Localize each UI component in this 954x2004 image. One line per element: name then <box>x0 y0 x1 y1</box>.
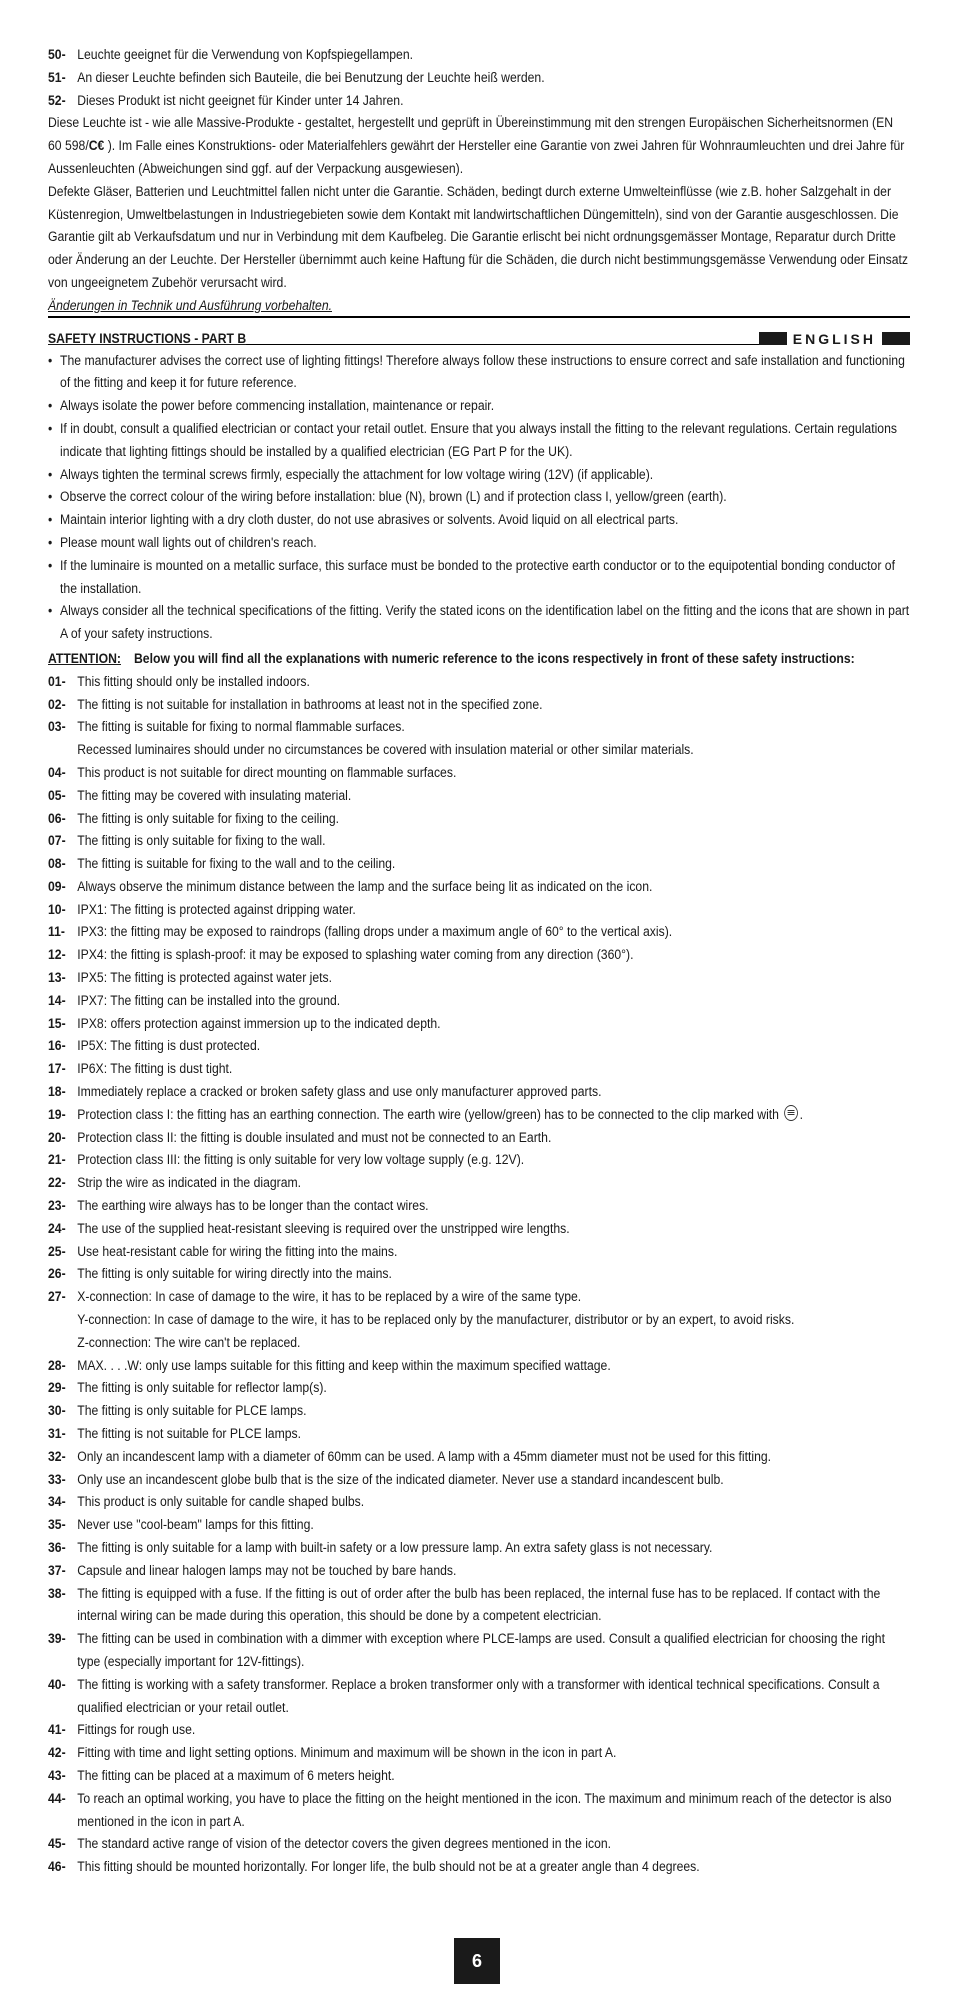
bullet-text: The manufacturer advises the correct use of lighting fittings! Therefore always follow these instructions to ensure correct and safe installation and functioning of the fitting and keep it for future reference. <box>60 352 905 392</box>
list-item <box>48 1423 910 1446</box>
list-item <box>48 1469 910 1492</box>
item-text: IPX3: the fitting may be exposed to raindrops (falling drops under a maximum angle of 60° to the vertical axis). <box>77 924 673 941</box>
item-text: This fitting should only be installed indoors. <box>77 673 310 690</box>
item-text: Use heat-resistant cable for wiring the fitting into the mains. <box>77 1243 398 1260</box>
attention-text: Below you will find all the explanations with numeric reference to the icons respectively in front of these safety instructions: <box>134 650 855 667</box>
item-number: 10- <box>48 901 66 918</box>
item-number: 36- <box>48 1540 66 1556</box>
item-text: The fitting is only suitable for a lamp with built-in safety or a low pressure lamp. An extra safety glass is not necessary. <box>77 1540 713 1556</box>
list-item <box>48 1400 910 1423</box>
item-number: 11- <box>48 924 65 941</box>
bullet-icon: • <box>48 352 53 369</box>
item-number: 04- <box>48 764 66 781</box>
item-text: The fitting is not suitable for PLCE lamps. <box>77 1426 302 1443</box>
list-item <box>48 671 910 694</box>
item-number: 32- <box>48 1448 66 1465</box>
list-item <box>48 808 910 831</box>
item-number: 44- <box>48 1790 66 1807</box>
section-title: SAFETY INSTRUCTIONS - PART B <box>48 330 247 347</box>
item-text: The fitting is suitable for fixing to the wall and to the ceiling. <box>77 856 396 873</box>
item-number: 27- <box>48 1289 66 1306</box>
item-number: 43- <box>48 1767 66 1784</box>
list-item <box>48 67 910 90</box>
item-text: This fitting should be mounted horizontally. For longer life, the bulb should not be at a greater angle than 4 degrees. <box>77 1859 700 1876</box>
item-text: Fittings for rough use. <box>77 1722 196 1739</box>
item-number: 02- <box>48 696 66 713</box>
item-continuation: Recessed luminaires should under no circumstances be covered with insulation material or other similar materials. <box>77 742 694 759</box>
item-text: To reach an optimal working, you have to place the fitting on the height mentioned in the icon. The maximum and minimum reach of the detector is also mentioned in the icon in part A. <box>77 1790 892 1830</box>
list-item <box>48 876 910 899</box>
list-item <box>48 1719 910 1742</box>
list-item <box>48 716 910 762</box>
item-text: IPX4: the fitting is splash-proof: it may be exposed to splashing water coming from any direction (360°). <box>77 947 634 964</box>
bullet-text: Always consider all the technical specifications of the fitting. Verify the stated icons on the identification label on the fitting and the icons that are shown in part A of your safety instructions. <box>60 603 910 643</box>
language-tag <box>759 331 910 347</box>
list-item <box>48 785 910 808</box>
list-item <box>48 1491 910 1514</box>
list-item <box>48 1583 910 1629</box>
item-text: IP6X: The fitting is dust tight. <box>77 1061 233 1078</box>
item-text: The use of the supplied heat-resistant sleeving is required over the unstripped wire lengths. <box>77 1220 570 1237</box>
item-text: Protection class I: the fitting has an earthing connection. The earth wire (yellow/green) has to be connected to the clip marked with . <box>77 1106 803 1123</box>
english-icon-explanations <box>48 671 910 1879</box>
item-text: The fitting is suitable for fixing to normal flammable surfaces. Recessed luminaires should under no circumstances be covered with insulation material or other similar materials. <box>77 716 909 762</box>
list-item <box>48 1788 910 1834</box>
item-text: The standard active range of vision of the detector covers the given degrees mentioned in the icon. <box>77 1836 612 1853</box>
item-continuation: Y-connection: In case of damage to the wire, it has to be replaced only by the manufacturer, distributor or by an expert, to avoid risks. <box>77 1312 795 1329</box>
item-number: 13- <box>48 970 66 987</box>
item-number: 01- <box>48 673 66 690</box>
list-item <box>48 990 910 1013</box>
item-text: MAX. . . .W: only use lamps suitable for this fitting and keep within the maximum specified wattage. <box>77 1357 611 1374</box>
item-number: 08- <box>48 856 66 873</box>
item-text: The fitting is working with a safety transformer. Replace a broken transformer only with a transformer with identical technical specifications. Consult a qualified electrician or your retail outlet. <box>77 1676 880 1716</box>
item-number: 34- <box>48 1494 66 1511</box>
bullet-text: Please mount wall lights out of children's reach. <box>60 534 317 551</box>
item-number: 46- <box>48 1859 66 1876</box>
list-item <box>48 1195 910 1218</box>
list-item <box>48 762 910 785</box>
list-item <box>48 1286 910 1354</box>
item-text: X-connection: In case of damage to the wire, it has to be replaced by a wire of the same type. Y-connection: In case of damage to the wire, it has to be replaced only by the manufacturer, distributor or by an expert, to avoid risks. Z-connection: The wire can't be replaced. <box>77 1286 909 1354</box>
item-text: IPX7: The fitting can be installed into the ground. <box>77 992 341 1009</box>
bullet-text: Observe the correct colour of the wiring before installation: blue (N), brown (L) and if protection class I, yellow/green (earth). <box>60 489 727 506</box>
bullet-item <box>48 350 910 396</box>
earth-ground-icon <box>784 1105 798 1121</box>
list-item <box>48 1560 910 1583</box>
list-item <box>48 1218 910 1241</box>
list-item <box>48 1537 910 1560</box>
item-number: 12- <box>48 947 66 964</box>
item-number: 23- <box>48 1198 66 1215</box>
item-continuation: Z-connection: The wire can't be replaced. <box>77 1334 301 1351</box>
list-item <box>48 1035 910 1058</box>
item-text: The fitting is only suitable for reflector lamp(s). <box>77 1380 327 1397</box>
german-exclusions-paragraph: Defekte Gläser, Batterien und Leuchtmittel fallen nicht unter die Garantie. Schäden, bedingt durch externe Umwelteinflüsse (wie z.B. hoher Salzgehalt in der Küstenregion, Umweltbelastungen in Industriegebieten sowie dem Kontakt mit landwirtschaftlichen Düngemitteln), sind von der Garantie ausgeschlossen. Die Garantie gilt ab Verkaufsdatum und nur in Verbindung mit dem Kaufbeleg. Die Garantie erlischt bei nicht ordnungsgemässer Montage, Reparatur durch Dritte oder Änderung an der Leuchte. Der Hersteller übernimmt auch keine Haftung für die Schäden, die durch nicht bestimmungsgemässe Verwendung oder Einsatz von ungeeignetem Zubehör verursacht wird. <box>48 183 909 291</box>
item-number: 51- <box>48 69 66 86</box>
item-number: 39- <box>48 1631 66 1648</box>
section-header <box>48 328 910 350</box>
item-text: Capsule and linear halogen lamps may not be touched by bare hands. <box>77 1562 457 1579</box>
item-text: The fitting can be used in combination with a dimmer with exception where PLCE-lamps are used. Consult a qualified electrician for choosing the right type (especially important for 12V-fittings). <box>77 1631 885 1670</box>
item-text: Strip the wire as indicated in the diagram. <box>77 1175 302 1192</box>
bullet-icon: • <box>48 420 53 437</box>
bullet-item <box>48 464 910 487</box>
item-text: The fitting is only suitable for fixing to the wall. <box>77 833 326 850</box>
item-text: The fitting is only suitable for fixing to the ceiling. <box>77 810 340 827</box>
list-item <box>48 1742 910 1765</box>
item-text: Dieses Produkt ist nicht geeignet für Kinder unter 14 Jahren. <box>77 92 404 109</box>
list-item <box>48 1058 910 1081</box>
item-text: Always observe the minimum distance between the lamp and the surface being lit as indicated on the icon. <box>77 878 653 895</box>
item-number: 09- <box>48 878 66 895</box>
document-body <box>48 44 910 318</box>
item-text: The fitting is not suitable for installation in bathrooms at least not in the specified zone. <box>77 696 543 713</box>
item-number: 17- <box>48 1061 66 1078</box>
item-text: The fitting is only suitable for PLCE lamps. <box>77 1403 307 1420</box>
bullet-item <box>48 486 910 509</box>
list-item <box>48 1241 910 1264</box>
language-label: ENGLISH <box>792 330 876 347</box>
bullet-icon: • <box>48 557 53 574</box>
item-text: The fitting can be placed at a maximum of 6 meters height. <box>77 1767 395 1784</box>
item-number: 45- <box>48 1836 66 1853</box>
item-text: The earthing wire always has to be longer than the contact wires. <box>77 1198 429 1215</box>
item-number: 14- <box>48 992 66 1009</box>
item-text: Fitting with time and light setting options. Minimum and maximum will be shown in the icon in part A. <box>77 1745 617 1762</box>
bullet-icon: • <box>48 534 53 551</box>
item-text: Protection class II: the fitting is double insulated and must not be connected to an Earth. <box>77 1129 552 1146</box>
item-text: Protection class III: the fitting is only suitable for very low voltage supply (e.g. 12V). <box>77 1152 525 1169</box>
bullet-text: Always isolate the power before commencing installation, maintenance or repair. <box>60 398 495 415</box>
bullet-text: If in doubt, consult a qualified electrician or contact your retail outlet. Ensure that you always install the fitting to the relevant regulations. Certain regulations indicate that lighting fittings should be installed by a qualified electrician (EG Part P for the UK). <box>60 420 897 460</box>
item-text: Immediately replace a cracked or broken safety glass and use only manufacturer approved parts. <box>77 1084 602 1101</box>
item-number: 03- <box>48 719 66 736</box>
english-bullets <box>48 350 910 646</box>
item-number: 50- <box>48 47 66 63</box>
bullet-icon: • <box>48 489 53 506</box>
bullet-icon: • <box>48 512 53 529</box>
item-number: 52- <box>48 92 66 109</box>
list-item <box>48 1355 910 1378</box>
bullet-icon: • <box>48 466 53 483</box>
item-number: 20- <box>48 1129 66 1146</box>
list-item <box>48 1514 910 1537</box>
item-text: This product is only suitable for candle shaped bulbs. <box>77 1494 365 1511</box>
item-number: 21- <box>48 1152 66 1169</box>
item-text: This product is not suitable for direct mounting on flammable surfaces. <box>77 764 457 781</box>
list-item <box>48 1104 910 1127</box>
attention-block <box>48 648 910 671</box>
list-item <box>48 1674 910 1720</box>
item-text: Only use an incandescent globe bulb that is the size of the indicated diameter. Never use a standard incandescent bulb. <box>77 1471 724 1488</box>
list-item <box>48 44 910 67</box>
bullet-text: Always tighten the terminal screws firmly, especially the attachment for low voltage wiring (12V) (if applicable). <box>60 466 654 483</box>
list-item <box>48 1172 910 1195</box>
attention-label: ATTENTION: <box>48 650 121 667</box>
item-number: 40- <box>48 1676 66 1693</box>
item-text: The fitting is only suitable for wiring directly into the mains. <box>77 1266 392 1283</box>
item-text: IPX8: offers protection against immersion up to the indicated depth. <box>77 1015 441 1032</box>
item-number: 24- <box>48 1220 66 1237</box>
item-number: 19- <box>48 1106 66 1123</box>
item-text: IPX1: The fitting is protected against dripping water. <box>77 901 356 918</box>
item-number: 06- <box>48 810 66 827</box>
list-item <box>48 967 910 990</box>
item-number: 42- <box>48 1745 66 1762</box>
list-item <box>48 853 910 876</box>
item-text: Never use "cool-beam" lamps for this fitting. <box>77 1517 314 1534</box>
item-number: 07- <box>48 833 66 850</box>
list-item <box>48 921 910 944</box>
item-number: 41- <box>48 1722 66 1739</box>
item-number: 25- <box>48 1243 66 1260</box>
list-item <box>48 90 910 113</box>
item-text: The fitting may be covered with insulating material. <box>77 787 352 804</box>
list-item <box>48 1765 910 1788</box>
list-item <box>48 1263 910 1286</box>
bullet-item <box>48 509 910 532</box>
list-item <box>48 1856 910 1879</box>
item-number: 15- <box>48 1015 66 1032</box>
language-bar-left <box>759 332 787 345</box>
item-number: 26- <box>48 1266 66 1283</box>
bullet-text: If the luminaire is mounted on a metallic surface, this surface must be bonded to the protective earth conductor or to the equipotential bonding conductor of the installation. <box>60 557 895 597</box>
list-item <box>48 694 910 717</box>
item-text: Leuchte geeignet für die Verwendung von Kopfspiegellampen. <box>77 47 414 63</box>
item-number: 16- <box>48 1038 66 1055</box>
bullet-item <box>48 532 910 555</box>
bullet-item <box>48 395 910 418</box>
item-text: An dieser Leuchte befinden sich Bauteile, die bei Benutzung der Leuchte heiß werden. <box>77 69 545 86</box>
item-number: 22- <box>48 1175 66 1192</box>
bullet-item <box>48 555 910 601</box>
item-number: 35- <box>48 1517 66 1534</box>
ce-mark-icon: C€ <box>88 138 105 155</box>
item-number: 33- <box>48 1471 66 1488</box>
bullet-icon: • <box>48 603 53 620</box>
page-content <box>48 44 910 1879</box>
bullet-item <box>48 600 910 646</box>
list-item <box>48 1628 910 1674</box>
bullet-icon: • <box>48 398 53 415</box>
german-list <box>48 44 910 112</box>
list-item <box>48 1127 910 1150</box>
list-item <box>48 1013 910 1036</box>
list-item <box>48 1833 910 1856</box>
item-text: IPX5: The fitting is protected against water jets. <box>77 970 333 987</box>
list-item <box>48 1446 910 1469</box>
english-body <box>48 350 910 1879</box>
item-text: Only an incandescent lamp with a diameter of 60mm can be used. A lamp with a 45mm diameter must not be used for this fitting. <box>77 1448 772 1465</box>
item-number: 38- <box>48 1585 66 1602</box>
list-item <box>48 1377 910 1400</box>
section-title-underline <box>218 344 758 345</box>
german-warranty-paragraph: Diese Leuchte ist - wie alle Massive-Produkte - gestaltet, hergestellt und geprüft in Übereinstimmung mit den strengen Europäischen Sicherheitsnormen (EN 60 598/C€ ). Im Falle eines Konstruktions- oder Materialfehlers gewährt der Hersteller eine Garantie von zwei Jahren für Wohnraumleuchten und drei Jahre für Aussenleuchten (Abweichungen sind ggf. auf der Verpackung ausgewiesen). <box>48 115 905 177</box>
bullet-item <box>48 418 910 464</box>
list-item <box>48 830 910 853</box>
language-bar-right <box>882 332 910 345</box>
list-item <box>48 944 910 967</box>
item-number: 18- <box>48 1084 66 1101</box>
page-number: 6 <box>454 1938 500 1984</box>
list-item <box>48 1149 910 1172</box>
item-number: 30- <box>48 1403 66 1420</box>
item-number: 37- <box>48 1562 66 1579</box>
item-number: 29- <box>48 1380 66 1397</box>
list-item <box>48 899 910 922</box>
bullet-text: Maintain interior lighting with a dry cloth duster, do not use abrasives or solvents. Avoid liquid on all electrical parts. <box>60 512 679 529</box>
item-text: IP5X: The fitting is dust protected. <box>77 1038 261 1055</box>
item-number: 28- <box>48 1357 66 1374</box>
list-item <box>48 1081 910 1104</box>
german-changes-note: Änderungen in Technik und Ausführung vorbehalten. <box>48 297 333 314</box>
item-text: The fitting is equipped with a fuse. If the fitting is out of order after the bulb has been replaced, the internal fuse has to be replaced. If contact with the internal wiring can be made during this operation, this should be done by a competent electrician. <box>77 1585 881 1625</box>
item-number: 05- <box>48 787 66 804</box>
item-number: 31- <box>48 1426 66 1443</box>
